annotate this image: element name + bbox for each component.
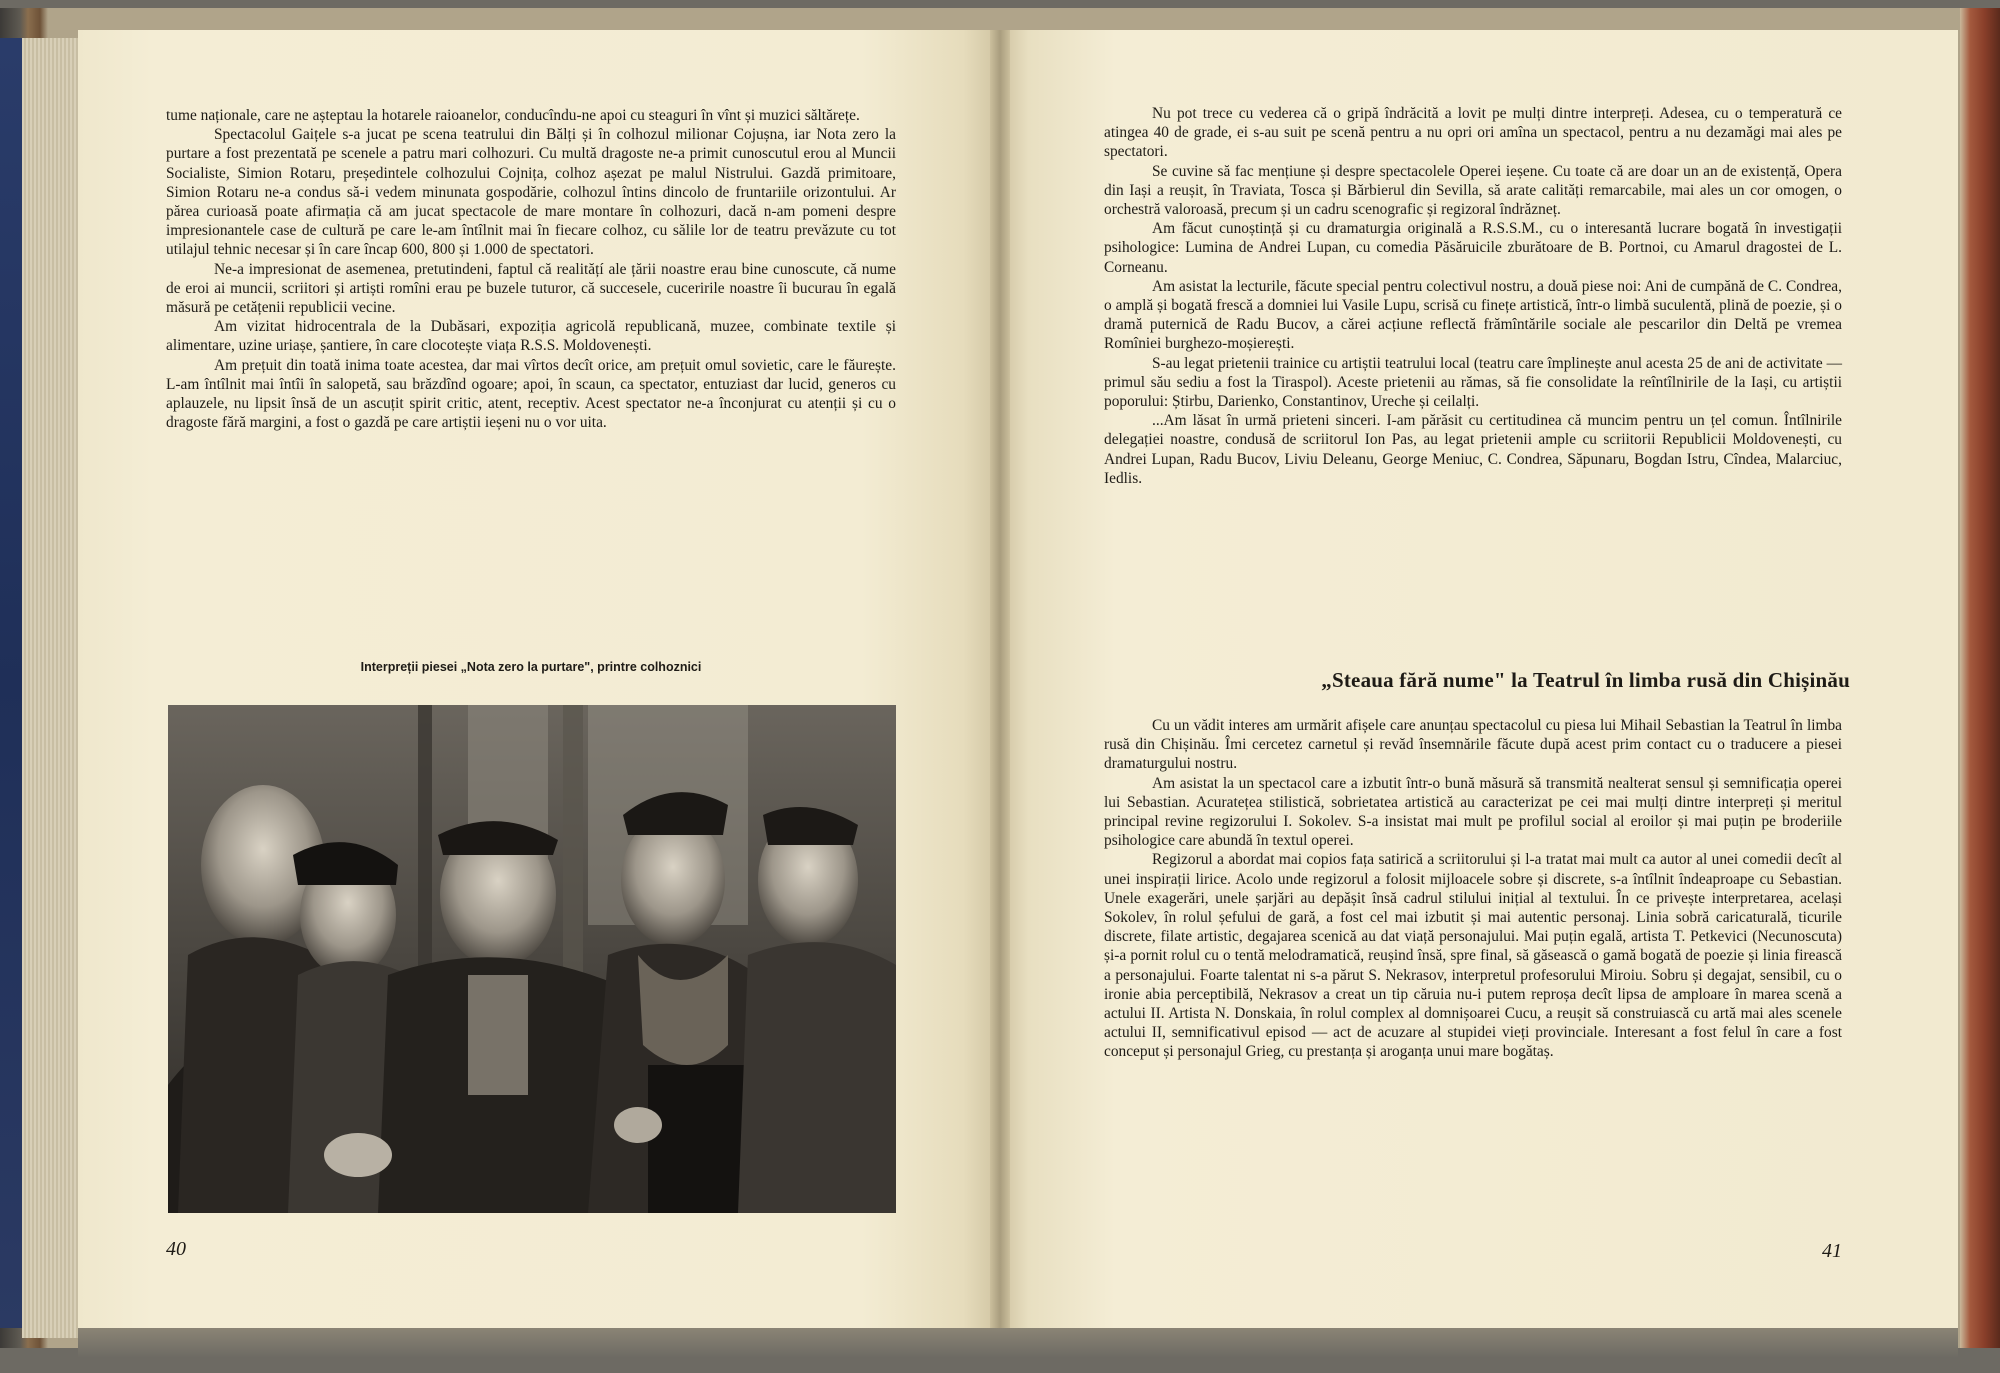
paragraph: Cu un vădit interes am urmărit afișele care anunțau spectacolul cu piesa lui Mihail Sebastian la Teatrul în limba rusă din Chișinău. Îmi cercetez carnetul și revăd însemnările făcute după acest prim contact cu o traducere a piesei dramaturgului nostru. [1104, 717, 1842, 773]
section-heading: „Steaua fără nume" la Teatrul în limba rusă din Chișinău [1321, 668, 1850, 692]
paragraph: Spectacolul Gaițele s-a jucat pe scena teatrului din Bălți și în colhozul milionar Cojușna, iar Nota zero la purtare a fost prezentată pe scenele a patru mari colhozuri. Cu multă dragoste ne-a primit cunoscutul erou al Muncii Socialiste, Simion Rotaru, președintele colhozului Cojnița, colhoz așezat pe malul Nistrului. Gazdă primitoare, Simion Rotaru ne-a condus să-i vedem minunata gospodărie, colhozul întins dincolo de fruntariile orizontului. Ar părea curioasă poate afirmația că am jucat spectacole de mare montare în colhozuri, dacă n-am pomeni despre impresionantele case de cultură pe care le-am întîlnit mai în fiecare colhoz, cu sălile lor de teatru prevăzute cu tot utilajul tehnic necesar și în care încap 600, 800 și 1.000 de spectatori. [166, 126, 896, 259]
left-page-text [166, 106, 896, 432]
paragraph: ...Am lăsat în urmă prieteni sinceri. I-am părăsit cu certitudinea că muncim pentru un țel comun. Întîlnirile delegației noastre, condusă de scriitorul Ion Pas, au legat prietenii ample cu scriitorii Republicii Moldovenești, cu Andrei Lupan, Radu Bucov, Liviu Deleanu, George Meniuc, C. Condrea, Săpunaru, Bogdan Istru, Cîndea, Malarciuc, Iedlis. [1104, 412, 1842, 487]
paragraph: Regizorul a abordat mai copios fața satirică a scriitorului și l-a tratat mai mult ca autor al unei comedii decît al unei inspirații lirice. Acolo unde regizorul a folosit mijloacele sobre și discrete, s-a întîlnit îndeaproape cu Sebastian. Unele exagerări, unele șarjări au depășit însă cadrul stilului inițial al textului. În ce privește interpretarea, același Sokolev, în rolul șefului de gară, a fost cel mai izbutit și mai autentic personaj. Linia sobră caricaturală, ticurile discrete, filate artistic, degajarea scenică au dat viață personajului. Mai puțin egală, artista T. Petkevici (Necunoscuta) și-a pornit rolul cu o tentă melodramatică, reușind însă, spre final, să găsească o gamă bogată de poezie și linia firească a personajului. Foarte talentat ni s-a părut S. Nekrasov, interpretul profesorului Miroiu. Sobru și degajat, sensibil, cu o ironie abia perceptibilă, Nekrasov a creat un tip căruia nu-i putem reproșa decît lipsa de amploare în marea scenă a actului II. Artista N. Donskaia, în rolul complex al domnișoarei Cucu, a reușit să construiască cu artă mai ales scenele actului II, semnificativul episod — act de acuzare al stupidei vieți provinciale. Interesant a fost felul în care a fost conceput și personajul Grieg, cu prestanța și aroganța unui mare bogătaș. [1104, 851, 1842, 1061]
photo-illustration [168, 705, 896, 1213]
page-number-right: 41 [1822, 1240, 1842, 1262]
book-shadow [78, 1328, 1958, 1358]
paragraph: Am vizitat hidrocentrala de la Dubăsari, expoziția agricolă republicană, muzee, combinate textile și alimentare, uzine uriașe, șantiere, în care clocotește viața R.S.S. Moldovenești. [166, 318, 896, 355]
photo-caption: Interpreții piesei „Nota zero la purtare", printre colhoznici [360, 660, 702, 674]
paragraph: Am asistat la un spectacol care a izbutit într-o bună măsură să transmită nealterat sensul și semnificația operei lui Sebastian. Acuratețea stilistică, sobrietatea artistică au caracterizat pe cei mai mulți dintre interpreți și meritul principal revine regizorului I. Sokolev. S-a insistat mai mult pe profilul social al eroilor și mai puțin pe broderiile psihologice care abundă în textul operei. [1104, 774, 1842, 850]
paragraph: Am prețuit din toată inima toate acestea, dar mai vîrtos decît orice, am prețuit omul sovietic, care le făurește. L-am întîlnit mai întîi în salopetă, sau brăzdînd ogoare; apoi, în scaun, ca spectator, entuziast dar lucid, generos cu aplauzele, nu lipsit însă de un ascuțit spirit critic, atent, receptiv. Acest spectator ne-a înconjurat cu atenții și cu o dragoste fără margini, a fost o gazdă pe care artiștii ieșeni nu o vor uita. [166, 356, 896, 432]
page-number-left: 40 [166, 1238, 186, 1260]
paragraph: Am asistat la lecturile, făcute special pentru colectivul nostru, a două piese noi: Ani de cumpănă de C. Condrea, o amplă și bogată frescă a domniei lui Vasile Lupu, scrisă cu finețe artistică, într-o limbă suculentă, plină de poezie, și o dramă puternică de Radu Bucov, a cărei acțiune reflectă frămîntările sociale ale pescarilor din Deltă pe vremea Romîniei burghezo-moșierești. [1104, 277, 1842, 353]
right-page-text-bottom [1104, 716, 1842, 1062]
photo-actors-with-collective-farmers [168, 705, 896, 1213]
book-gutter [990, 30, 1010, 1330]
page-edges [22, 38, 78, 1338]
book-spine [0, 38, 22, 1328]
paragraph: Am făcut cunoștință și cu dramaturgia originală a R.S.S.M., cu o interesantă lucrare bogată în investigații psihologice: Lumina de Andrei Lupan, cu comedia Păsăruicile zburătoare de B. Portnoi, cu Amarul dragostei de L. Corneanu. [1104, 220, 1842, 276]
paragraph: Se cuvine să fac mențiune și despre spectacolele Operei ieșene. Cu toate că are doar un an de existență, Opera din Iași a reușit, în Traviata, Tosca și Bărbierul din Sevilla, să arate calități remarcabile, mai ales un cor omogen, o orchestră valoroasă, precum și un cadru scenografic și regizoral îndrăzneț. [1104, 162, 1842, 219]
paragraph: tume naționale, care ne așteptau la hotarele raioanelor, conducîndu-ne apoi cu steaguri în vînt și muzici săltărețe. [166, 107, 860, 124]
right-page-text-top [1104, 104, 1842, 488]
paragraph: Ne-a impresionat de asemenea, pretutindeni, faptul că realitățí ale țării noastre erau bine cunoscute, că nume de eroi ai muncii, scriitori și artiști romîni erau pe buzele tuturor, că succesele, cuceririle noastre îi bucurau în egală măsură pe cetățenii republicii vecine. [166, 260, 896, 317]
book-cover-edge [1960, 8, 2000, 1348]
paragraph: S-au legat prietenii trainice cu artiștii teatrului local (teatru care împlinește anul acesta 25 de ani de activitate — primul său sediu a fost la Tiraspol). Aceste prietenii au rămas, să fie consolidate la reîntîlnirile de la Iași, cu artiștii poporului: Știrbu, Darienko, Constantinov, Ureche și ceilalți. [1104, 354, 1842, 411]
paragraph: Nu pot trece cu vederea că o gripă îndrăcită a lovit pe mulți dintre interpreți. Adesea, cu o temperatură ce atingea 40 de grade, ei s-au suit pe scenă pentru a nu opri ori amîna un spectacol, pentru a nu dezamăgi mai ales pe spectatori. [1104, 105, 1842, 161]
